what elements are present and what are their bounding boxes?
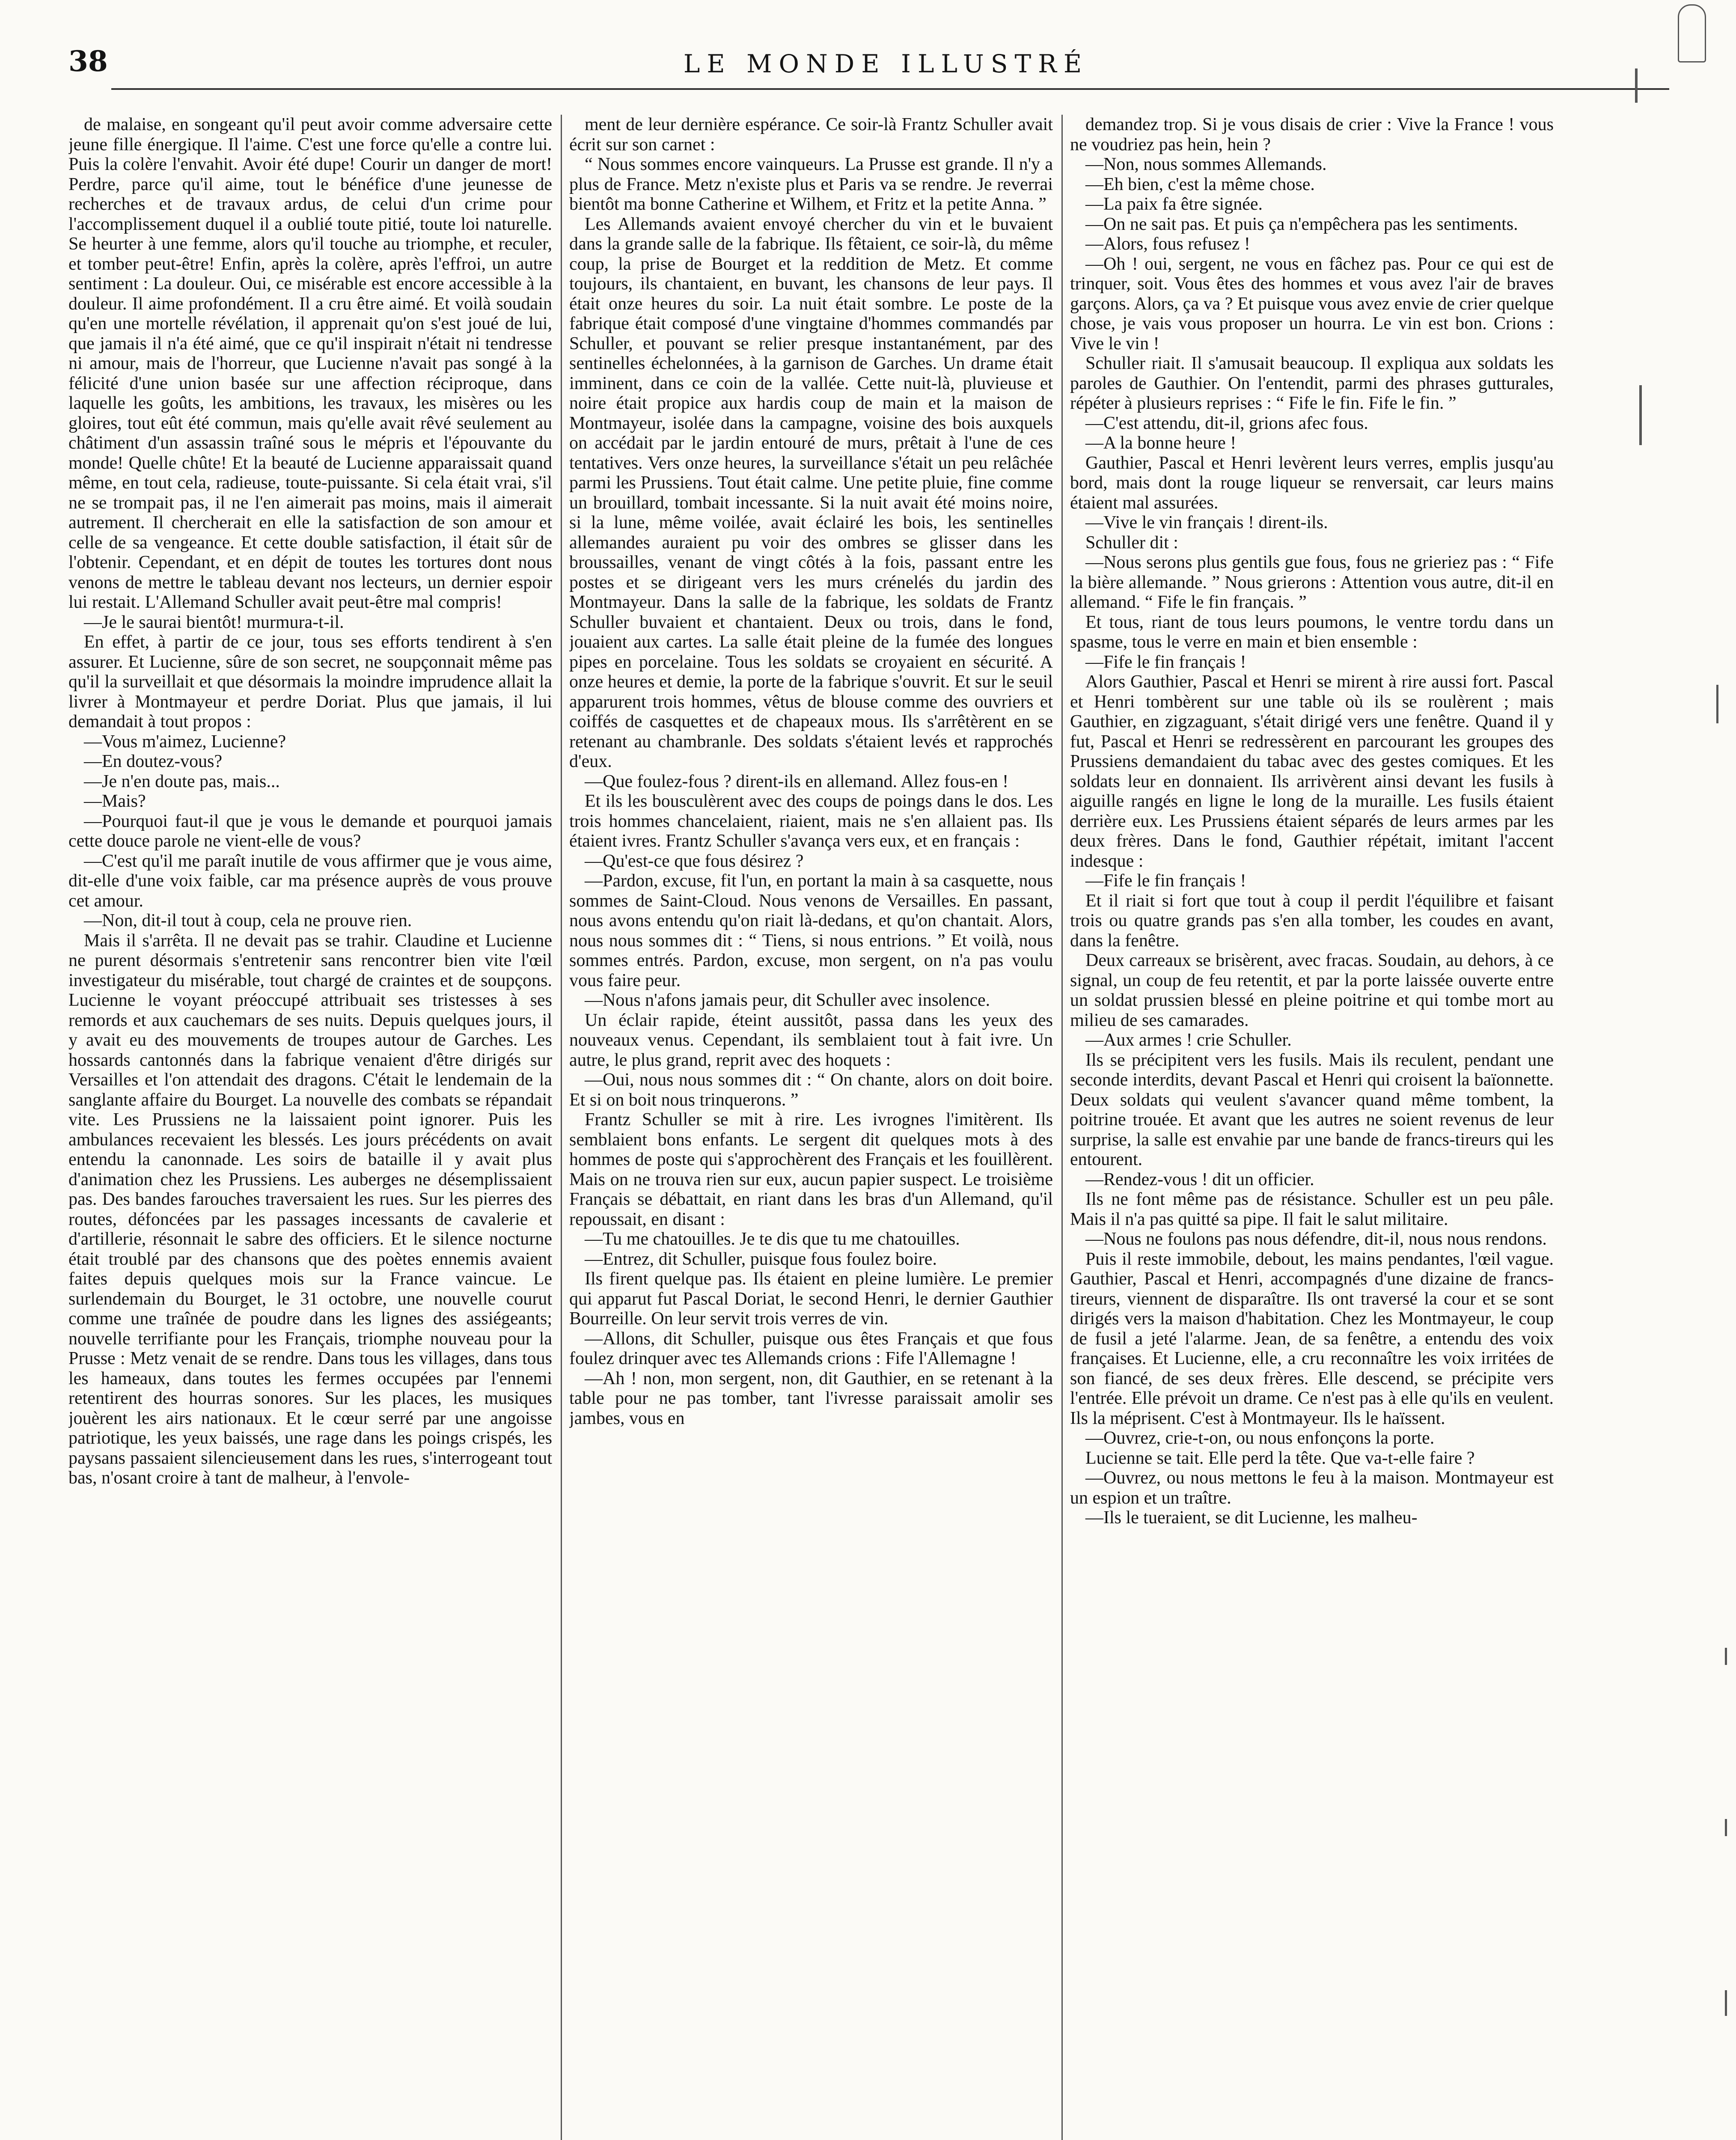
paragraph: —Tu me chatouilles. Je te dis que tu me chatouilles. [585, 1229, 960, 1249]
paragraph: —Je le saurai bientôt! murmura-t-il. [84, 612, 344, 632]
paragraph: —Nous n'afons jamais peur, dit Schuller avec insolence. [585, 990, 990, 1010]
paragraph: —Pourquoi faut-il que je vous le demande et pourquoi jamais cette douce parole ne vient-elle de vous? [68, 811, 552, 851]
margin-mark [1725, 1648, 1727, 1665]
paragraph: —On ne sait pas. Et puis ça n'empêchera pas les sentiments. [1085, 214, 1518, 234]
paragraph: —La paix fa être signée. [1085, 194, 1263, 214]
paragraph: —Non, nous sommes Allemands. [1085, 155, 1327, 174]
paragraph: Schuller dit : [1085, 532, 1178, 553]
text-column-3 [1070, 115, 1554, 2140]
paragraph: —C'est attendu, dit-il, grions afec fous. [1085, 413, 1368, 433]
paragraph: —Alors, fous refusez ! [1085, 234, 1250, 254]
paragraph: —Ouvrez, ou nous mettons le feu à la maison. Montmayeur est un espion et un traître. [1070, 1468, 1554, 1508]
paragraph: —Ils le tueraient, se dit Lucienne, les malheu- [1085, 1508, 1418, 1528]
column-divider [561, 115, 562, 2140]
paragraph: —Fife le fin français ! [1085, 652, 1246, 672]
binding-margin [1584, 0, 1736, 2140]
paragraph: Puis il reste immobile, debout, les mains pendantes, l'œil vague. Gauthier, Pascal et Henri, accompagnés d'une dizaine de francs-tireurs, viennent de disparaître. Ils ont traversé la cour et se sont dirigés vers la maison d'habitation. Chez les Montmayeur, le coup de fusil a jeté l'alarme. Jean, de sa fenêtre, a entendu des voix françaises. Et Lucienne, elle, a cru reconnaître les voix irritées de son fiancé, de ses deux frères. Elle descend, se précipite vers l'entrée. Elle prévoit un drame. Ce n'est pas à elle qu'ils en veulent. Ils la méprisent. C'est à Montmayeur. Ils le haïssent. [1070, 1249, 1554, 1428]
paragraph: Et il riait si fort que tout à coup il perdit l'équilibre et faisant trois ou quatre grands pas s'en alla tomber, les coudes en avant, dans la fenêtre. [1070, 891, 1554, 951]
paragraph: —A la bonne heure ! [1085, 433, 1237, 453]
paragraph: —Eh bien, c'est la même chose. [1085, 174, 1315, 194]
paragraph: —Fife le fin français ! [1085, 871, 1246, 891]
margin-mark [1725, 1990, 1727, 2016]
paragraph: —En doutez-vous? [84, 752, 223, 771]
paragraph: Deux carreaux se brisèrent, avec fracas. Soudain, au dehors, à ce signal, un coup de feu retentit, et par la porte laissée ouverte entre un soldat prussien blessé en pleine poitrine et qui tombe mort au milieu de ses camarades. [1070, 951, 1554, 1030]
paragraph: —Aux armes ! crie Schuller. [1085, 1030, 1292, 1050]
paragraph: Gauthier, Pascal et Henri levèrent leurs verres, emplis jusqu'au bord, mais dont la rouge liqueur se renversait, car leurs mains étaient mal assurées. [1070, 453, 1554, 513]
paragraph: —Mais? [84, 791, 146, 811]
paragraph: Les Allemands avaient envoyé chercher du vin et le buvaient dans la grande salle de la fabrique. Ils fêtaient, ce soir-là, du même coup, la prise de Bourget et la reddition de Metz. Et comme toujours, ils chantaient, en buvant, les chansons de leur pays. Il était onze heures du soir. La nuit était sombre. Le poste de la fabrique était composé d'une vingtaine d'hommes commandés par Schuller, et pouvant se relier presque instantanément, par des sentinelles échelonnées, à la garnison de Garches. Un drame était imminent, dans ce coin de la vallée. Cette nuit-là, pluvieuse et noire était propice aux hardis coup de main et la maison de Montmayeur, isolée dans la campagne, voisine des bois auxquels on accédait par le jardin entouré de murs, prêtait à l'une de ces tentatives. Vers onze heures, la surveillance s'était un peu relâchée parmi les Prussiens. Tout était calme. Une petite pluie, fine comme un brouillard, tombait incessante. Si la nuit avait été moins noire, si la lune, même voilée, avait éclairé les bois, les sentinelles allemandes auraient pu voir des ombres se glisser dans les broussailles, venant de vingt côtés à la fois, passant entre les postes et se dirigeant vers les murs crénelés du jardin des Montmayeur. Dans la salle de la fabrique, les soldats de Frantz Schuller buvaient et chantaient. Deux ou trois, dans le fond, jouaient aux cartes. La salle était pleine de la fumée des longues pipes en porcelaine. Tous les soldats se croyaient en sécurité. A onze heures et demie, la porte de la fabrique s'ouvrit. Et sur le seuil apparurent trois hommes, vêtus de blouse comme des ouvriers et coiffés de casquettes et de chapeaux mous. Ils s'arrêtèrent en se retenant au chambranle. Des soldats s'étaient levés et rapprochés d'eux. [569, 214, 1053, 771]
paragraph: —Je n'en doute pas, mais... [84, 771, 280, 791]
header-rule [111, 88, 1669, 90]
page-header [43, 47, 1729, 111]
paragraph: —Ouvrez, crie-t-on, ou nous enfonçons la porte. [1085, 1428, 1435, 1448]
paragraph: —Nous ne foulons pas nous défendre, dit-il, nous nous rendons. [1085, 1229, 1547, 1249]
paragraph: Un éclair rapide, éteint aussitôt, passa dans les yeux des nouveaux venus. Cependant, ils semblaient tout à fait ivre. Un autre, le plus grand, reprit avec des hoquets : [569, 1010, 1053, 1070]
paragraph: —Pardon, excuse, fit l'un, en portant la main à sa casquette, nous sommes de Saint-Cloud. Nous venons de Versailles. En passant, nous avons entendu qu'on riait là-dedans, et qu'on chantait. Alors, nous nous sommes dit : “ Tiens, si nous entrions. ” Et voilà, nous sommes entrés. Pardon, excuse, mon sergent, on n'a pas voulu vous faire peur. [569, 871, 1053, 990]
binding-ornament-top [1678, 4, 1706, 62]
paragraph: Mais il s'arrêta. Il ne devait pas se trahir. Claudine et Lucienne ne purent désormais s'entretenir sans rencontrer bien vite l'œil investigateur du misérable, tout chargé de craintes et de soupçons. Lucienne le voyant préoccupé attribuait ses tristesses à ses remords et aux cauchemars de ses nuits. Depuis quelques jours, il y avait eu des mouvements de troupes autour de Garches. Les hossards cantonnés dans la fabrique venaient d'être dirigés sur Versailles et l'on attendait des dragons. C'était le lendemain de la sanglante affaire du Bourget. La nouvelle des combats se répandait vite. Les Prussiens ne la laissaient point ignorer. Puis les ambulances recevaient les blessés. Les jours précédents on avait entendu la canonnade. Les soirs de bataille il y avait plus d'animation chez les Prussiens. Les auberges ne désemplissaient pas. Des bandes farouches traversaient les rues. Sur les pierres des routes, défoncées par les passages incessants de cavalerie et d'artillerie, résonnait le sabre des officiers. Et le silence nocturne était troublé par des chansons que des poètes ennemis avaient faites depuis quelques mois sur la France vaincue. Le surlendemain du Bourget, le 31 octobre, une nouvelle courut comme une traînée de poudre dans les lignes des assiégeants; nouvelle terrifiante pour les Français, triomphe nouveau pour la Prusse : Metz venait de se rendre. Dans tous les villages, dans tous les hameaux, dans toutes les fermes occupées par l'ennemi retentirent des hourras sonores. Sur les places, les musiques jouèrent les airs nationaux. Et le cœur serré par une angoisse patriotique, les yeux baissés, une rage dans les poings crispés, les paysans passaient silencieusement dans les rues, s'interrogeant tout bas, n'osant croire à tant de malheur, à l'envole- [68, 930, 552, 1488]
margin-mark [1635, 68, 1638, 103]
paragraph: —Oui, nous nous sommes dit : “ On chante, alors on doit boire. Et si on boit nous trinquerons. ” [569, 1070, 1053, 1110]
paragraph: —Entrez, dit Schuller, puisque fous foulez boire. [585, 1249, 937, 1269]
paragraph: Ils se précipitent vers les fusils. Mais ils reculent, pendant une seconde interdits, devant Pascal et Henri qui croisent la baïonnette. Deux soldats qui veulent s'avancer quand même tombent, la poitrine trouée. Et avant que les autres ne soient revenus de leur surprise, la salle est envahie par une bande de francs-tireurs qui les entourent. [1070, 1050, 1554, 1169]
column-divider [1061, 115, 1063, 2140]
page-number: 38 [68, 45, 108, 78]
paragraph: —Vive le vin français ! dirent-ils. [1085, 513, 1328, 532]
paragraph: —Qu'est-ce que fous désirez ? [585, 851, 804, 871]
paragraph: —Que foulez-fous ? dirent-ils en allemand. Allez fous-en ! [585, 771, 1009, 791]
paragraph: —Ah ! non, mon sergent, non, dit Gauthier, en se retenant à la table pour ne pas tomber, tant l'ivresse paraissait amolir ses jambes, vous en [569, 1368, 1053, 1428]
paragraph: demandez trop. Si je vous disais de crier : Vive la France ! vous ne voudriez pas hein, hein ? [1070, 115, 1554, 155]
paragraph: Ils ne font même pas de résistance. Schuller est un peu pâle. Mais il n'a pas quitté sa pipe. Il fait le salut militaire. [1070, 1189, 1554, 1229]
paragraph: —Vous m'aimez, Lucienne? [84, 731, 286, 752]
text-column-2 [569, 115, 1053, 2140]
paragraph: Alors Gauthier, Pascal et Henri se mirent à rire aussi fort. Pascal et Henri tombèrent sur une table où ils se roulèrent ; mais Gauthier, en zigzaguant, s'était dirigé vers une fenêtre. Quand il y fut, Pascal et Henri se redressèrent en parcourant les groupes des Prussiens demandaient du tabac avec des gestes comiques. Et les soldats leur en donnaient. Ils arrivèrent ainsi devant les fusils à aiguille rangés en ligne le long de la muraille. Les fusils étaient derrière eux. Les Prussiens étaient séparés de leurs armes par les deux frères. Dans le fond, Gauthier répétait, imitant l'accent indesque : [1070, 672, 1554, 871]
margin-mark [1725, 1819, 1727, 1836]
paragraph: Frantz Schuller se mit à rire. Les ivrognes l'imitèrent. Ils semblaient bons enfants. Le sergent dit quelques mots à des hommes de poste qui s'approchèrent des Français et les fouillèrent. Mais on ne trouva rien sur eux, aucun papier suspect. Le troisième Français se débattait, en riant dans les bras d'un Allemand, qu'il repoussait, en disant : [569, 1110, 1053, 1229]
paragraph: Et ils les bousculèrent avec des coups de poings dans le dos. Les trois hommes chancelaient, riaient, mais ne s'en allaient pas. Ils étaient ivres. Frantz Schuller s'avança vers eux, et en français : [569, 791, 1053, 851]
paragraph: de malaise, en songeant qu'il peut avoir comme adversaire cette jeune fille énergique. Il l'aime. C'est une force qu'elle a contre lui. Puis la colère l'envahit. Avoir été dupe! Courir un danger de mort! Perdre, parce qu'il aime, tout le bénéfice d'une jeunesse de recherches et de travaux ardus, de celui d'un crime pour l'accomplissement duquel il a oublié toute pitié, toute loi naturelle. Se heurter à une femme, alors qu'il touche au triomphe, et reculer, et tomber peut-être! Enfin, après la colère, après l'effroi, un autre sentiment : La douleur. Oui, ce misérable est encore accessible à la douleur. Il aime profondément. Il a cru être aimé. Et voilà soudain qu'en une mortelle révélation, il apprenait qu'on s'est joué de lui, que jamais il n'a été aimé, que ce qu'il inspirait n'était ni tendresse ni amour, mais de l'horreur, que Lucienne n'avait pas songé à la félicité d'une union basée sur une affection réciproque, dans laquelle les goûts, les ambitions, les travaux, les misères ou les gloires, tout eût été commun, mais qu'elle avait rêvé seulement au châtiment d'un assassin traîné sous le mépris et l'épouvante du monde! Quelle chûte! Et la beauté de Lucienne apparaissait quand même, en tout cela, radieuse, toute-puissante. Si cela était vrai, s'il ne se trompait pas, il ne l'en aimerait pas moins, mais il aimerait autrement. Il chercherait en elle la satisfaction de son amour et celle de sa vengeance. Et cette double satisfaction, il était sûr de l'obtenir. Cependant, et en dépit de toutes les tortures dont nous venons de mettre le tableau devant nos lecteurs, un dernier espoir lui restait. L'Allemand Schuller avait peut-être mal compris! [68, 115, 552, 612]
paragraph: Lucienne se tait. Elle perd la tête. Que va-t-elle faire ? [1085, 1448, 1475, 1468]
paragraph: ment de leur dernière espérance. Ce soir-là Frantz Schuller avait écrit sur son carnet : [569, 115, 1053, 155]
margin-mark [1639, 385, 1642, 445]
paragraph: —C'est qu'il me paraît inutile de vous affirmer que je vous aime, dit-elle d'une voix faible, car ma présence auprès de vous prouve cet amour. [68, 851, 552, 911]
paragraph: —Rendez-vous ! dit un officier. [1085, 1169, 1314, 1189]
paragraph: —Nous serons plus gentils gue fous, fous ne grieriez pas : “ Fife la bière allemande. ” Nous grierons : Attention vous autre, dit-il en allemand. “ Fife le fin français. ” [1070, 553, 1554, 612]
paragraph: Ils firent quelque pas. Ils étaient en pleine lumière. Le premier qui apparut fut Pascal Doriat, le second Henri, le dernier Gauthier Bourreille. On leur servit trois verres de vin. [569, 1269, 1053, 1329]
paragraph: “ Nous sommes encore vainqueurs. La Prusse est grande. Il n'y a plus de France. Metz n'existe plus et Paris va se rendre. Je reverrai bientôt ma bonne Catherine et Wilhem, et Fritz et la petite Anna. ” [569, 155, 1053, 214]
paragraph: En effet, à partir de ce jour, tous ses efforts tendirent à s'en assurer. Et Lucienne, sûre de son secret, ne soupçonnait même pas qu'il la surveillait et que désormais la moindre imprudence allait la livrer à Montmayeur et perdre Doriat. Plus que jamais, il lui demandait à tout propos : [68, 632, 552, 731]
margin-mark [1716, 685, 1718, 723]
text-column-1 [68, 115, 552, 2140]
paragraph: Schuller riait. Il s'amusait beaucoup. Il expliqua aux soldats les paroles de Gauthier. On l'entendit, parmi des phrases gutturales, répéter à plusieurs reprises : “ Fife le fin. Fife le fin. ” [1070, 354, 1554, 413]
paragraph: —Allons, dit Schuller, puisque ous êtes Français et que fous foulez drinquer avec tes Allemands crions : Fife l'Allemagne ! [569, 1329, 1053, 1368]
paragraph: —Oh ! oui, sergent, ne vous en fâchez pas. Pour ce qui est de trinquer, soit. Vous êtes des hommes et vous avez l'air de braves garçons. Alors, ça va ? Et puisque vous avez envie de crier quelque chose, je vais vous proposer un hourra. Le vin est bon. Crions : Vive le vin ! [1070, 254, 1554, 354]
masthead-title: LE MONDE ILLUSTRÉ [683, 49, 1089, 78]
paragraph: Et tous, riant de tous leurs poumons, le ventre tordu dans un spasme, tous le verre en main et bien ensemble : [1070, 612, 1554, 652]
paragraph: —Non, dit-il tout à coup, cela ne prouve rien. [84, 911, 412, 930]
